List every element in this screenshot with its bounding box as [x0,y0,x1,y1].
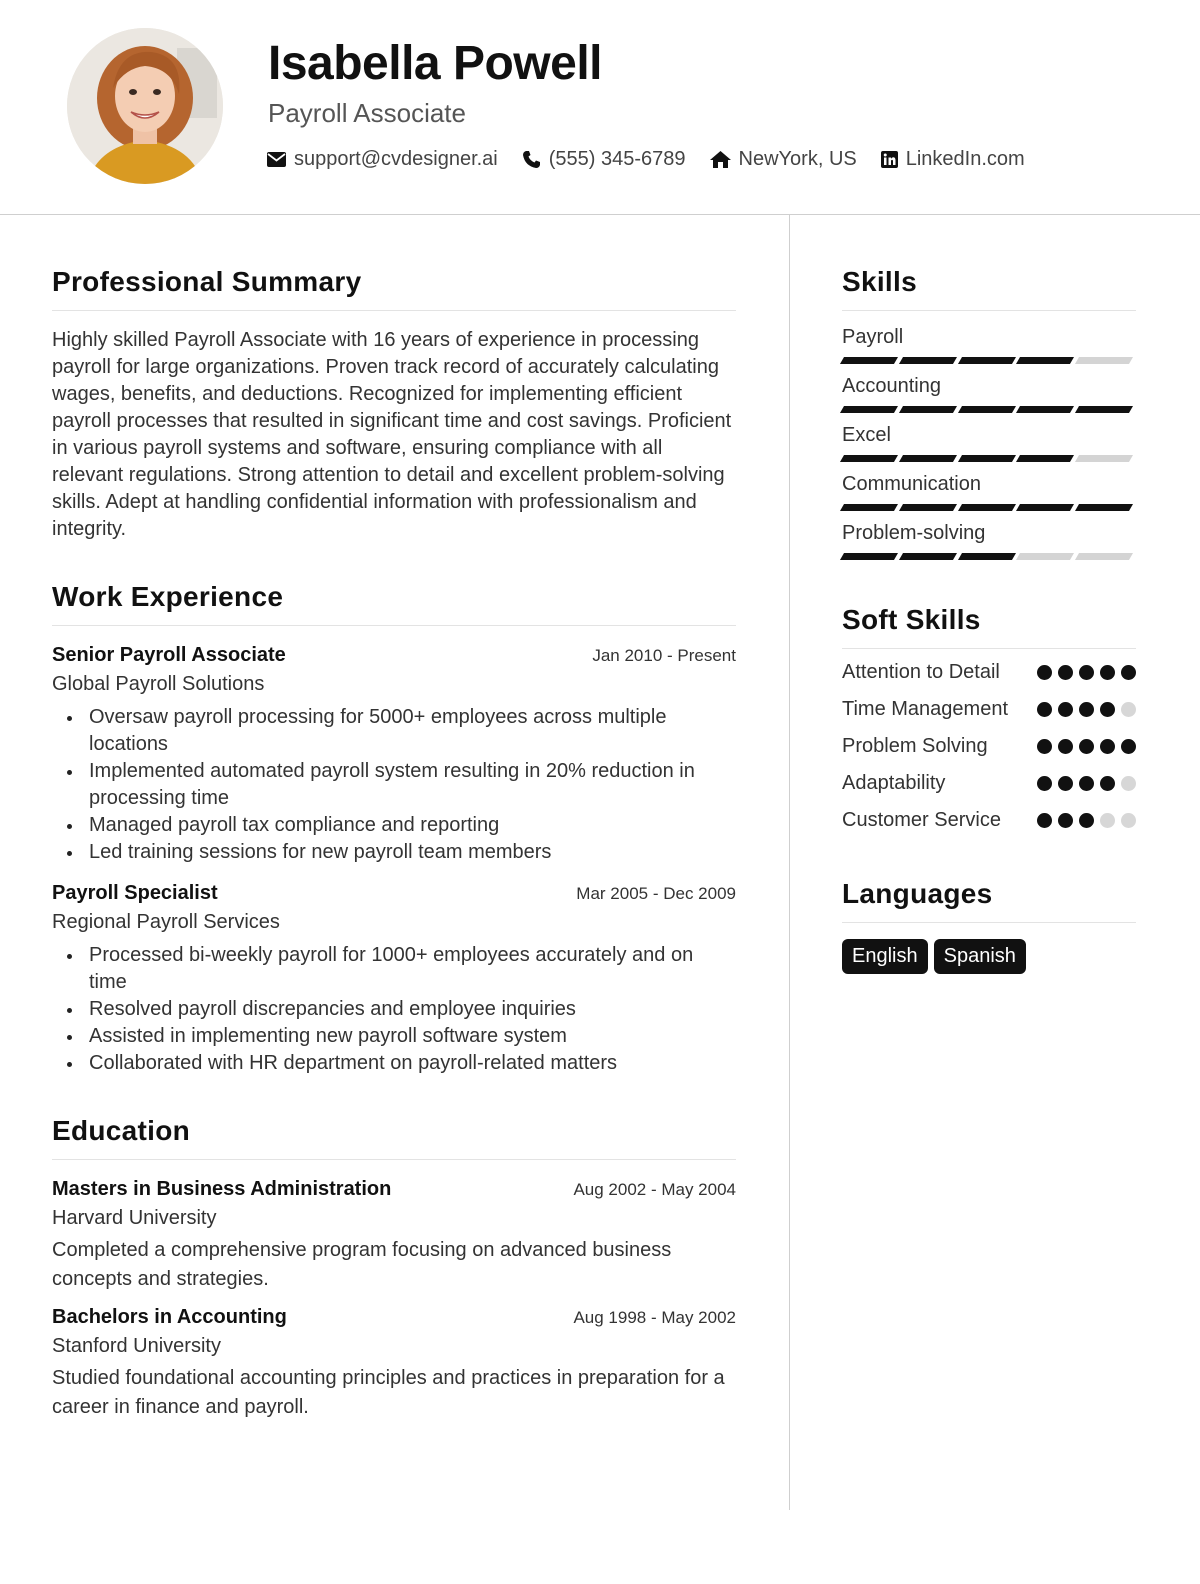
skill-item [842,519,1136,562]
job-entry [52,882,736,1077]
rating-dot [1100,739,1115,754]
home-icon [710,151,731,168]
job-bullet: Assisted in implementing new payroll software system [52,1023,736,1050]
profile-photo [67,28,223,184]
language-badge: Spanish [934,939,1026,974]
skill-item [842,470,1136,513]
rating-dot [1058,665,1073,680]
skill-level-segment [840,553,898,560]
rating-dot [1037,813,1052,828]
rating-dot [1079,813,1094,828]
main-column [52,266,736,1422]
section-rule [52,625,736,626]
contact-phone-text: (555) 345-6789 [548,148,686,170]
job-bullet: Led training sessions for new payroll team members [52,839,736,866]
summary-text: Highly skilled Payroll Associate with 16 years of experience in processing payroll for large organizations. Proven track record of accurately calculating wages, benefits, and deductions. Recognized for implementing efficient payroll processes that resulted in significant time and cost savings. Proficient in various payroll systems and software, ensuring compliance with all relevant regulations. Strong attention to detail and excellent problem-solving skills. Adept at handling confidential information with professionalism and integrity. [52,329,732,540]
linkedin-icon [881,151,898,168]
skill-level-segment [840,455,898,462]
job-bullet: Oversaw payroll processing for 5000+ employees across multiple locations [52,704,736,758]
education-entry [52,1306,736,1422]
soft-skill-item [842,733,1136,760]
skill-level-bar [842,553,1136,562]
rating-dot [1100,813,1115,828]
education-date: Aug 2002 - May 2004 [573,1180,736,1199]
rating-dot [1079,739,1094,754]
skill-level-segment [899,406,957,413]
rating-dot [1037,776,1052,791]
candidate-name: Isabella Powell [268,37,602,90]
soft-skill-rating [1031,739,1136,754]
soft-skill-name: Problem Solving [842,735,988,757]
skill-level-segment [958,357,1016,364]
skill-level-segment [1016,553,1074,560]
education-date: Aug 1998 - May 2002 [573,1308,736,1327]
sidebar-column [842,266,1136,974]
skill-level-segment [899,357,957,364]
skill-name: Communication [842,473,981,495]
skill-item [842,421,1136,464]
rating-dot [1037,739,1052,754]
soft-skill-item [842,770,1136,797]
contact-email[interactable] [267,148,498,171]
rating-dot [1121,702,1136,717]
contact-phone[interactable] [522,148,686,171]
education-entry [52,1178,736,1294]
rating-dot [1037,702,1052,717]
job-role: Payroll Specialist [52,882,218,904]
job-company: Regional Payroll Services [52,911,280,933]
skill-name: Problem-solving [842,522,986,544]
job-bullet: Collaborated with HR department on payroll-related matters [52,1050,736,1077]
rating-dot [1100,702,1115,717]
column-divider [789,215,790,1510]
skill-level-segment [1075,455,1133,462]
education-heading: Education [52,1115,191,1146]
section-rule [842,310,1136,311]
soft-skill-item [842,807,1136,834]
job-bullet: Processed bi-weekly payroll for 1000+ employees accurately and on time [52,942,736,996]
job-role: Senior Payroll Associate [52,644,286,666]
resume-header [0,0,1200,215]
job-entry [52,644,736,866]
soft-skill-name: Customer Service [842,809,1001,831]
skill-level-segment [1075,406,1133,413]
skill-level-segment [958,553,1016,560]
rating-dot [1058,702,1073,717]
candidate-title: Payroll Associate [268,98,466,128]
contact-linkedin[interactable] [881,148,1025,171]
soft-skills-heading: Soft Skills [842,604,981,635]
job-bullet: Resolved payroll discrepancies and employee inquiries [52,996,736,1023]
job-date: Mar 2005 - Dec 2009 [576,884,736,903]
skill-level-segment [899,553,957,560]
degree-name: Masters in Business Administration [52,1178,392,1200]
rating-dot [1058,813,1073,828]
rating-dot [1079,702,1094,717]
skill-name: Accounting [842,375,941,397]
skill-level-segment [840,357,898,364]
education-description: Completed a comprehensive program focusing on advanced business concepts and strategies. [52,1239,672,1290]
soft-skill-rating [1031,702,1136,717]
skill-level-segment [1016,455,1074,462]
soft-skill-name: Adaptability [842,772,946,794]
job-bullets [52,942,736,1077]
rating-dot [1100,776,1115,791]
section-rule [842,922,1136,923]
rating-dot [1121,739,1136,754]
rating-dot [1058,776,1073,791]
education-description: Studied foundational accounting principles and practices in preparation for a career in finance and payroll. [52,1367,725,1418]
skill-level-segment [840,406,898,413]
skill-level-segment [1075,553,1133,560]
skill-item [842,323,1136,366]
soft-skill-item [842,696,1136,723]
skill-level-segment [958,455,1016,462]
contact-location [710,148,857,171]
rating-dot [1121,813,1136,828]
soft-skill-rating [1031,776,1136,791]
language-badge: English [842,939,928,974]
skill-level-segment [899,455,957,462]
section-rule [842,648,1136,649]
school-name: Stanford University [52,1335,221,1357]
experience-section [52,581,736,1077]
skill-level-segment [840,504,898,511]
skill-level-segment [899,504,957,511]
skill-level-bar [842,455,1136,464]
job-bullets [52,704,736,866]
summary-section [52,266,736,543]
skill-level-bar [842,504,1136,513]
skill-level-bar [842,406,1136,415]
rating-dot [1100,665,1115,680]
skill-level-segment [1016,504,1074,511]
job-bullet: Managed payroll tax compliance and reporting [52,812,736,839]
skills-heading: Skills [842,266,917,297]
experience-heading: Work Experience [52,581,284,612]
skill-item [842,372,1136,415]
skill-level-segment [958,406,1016,413]
rating-dot [1058,739,1073,754]
contact-row [267,148,1049,171]
rating-dot [1079,665,1094,680]
soft-skills-section [842,604,1136,834]
rating-dot [1037,665,1052,680]
soft-skill-name: Attention to Detail [842,661,1000,683]
skill-level-segment [1075,504,1133,511]
rating-dot [1121,776,1136,791]
soft-skill-name: Time Management [842,698,1008,720]
section-rule [52,1159,736,1160]
job-company: Global Payroll Solutions [52,673,265,695]
contact-location-text: NewYork, US [738,148,857,170]
rating-dot [1079,776,1094,791]
soft-skill-rating [1031,665,1136,680]
skill-level-segment [958,504,1016,511]
contact-linkedin-text: LinkedIn.com [905,148,1025,170]
skill-name: Excel [842,424,891,446]
soft-skill-rating [1031,813,1136,828]
soft-skill-item [842,659,1136,686]
languages-section [842,878,1136,974]
phone-icon [522,150,541,169]
languages-heading: Languages [842,878,993,909]
contact-email-text: support@cvdesigner.ai [294,148,498,170]
skill-name: Payroll [842,326,904,348]
rating-dot [1121,665,1136,680]
education-section [52,1115,736,1422]
degree-name: Bachelors in Accounting [52,1306,287,1328]
skills-section [842,266,1136,562]
section-rule [52,310,736,311]
skill-level-segment [1016,357,1074,364]
school-name: Harvard University [52,1207,217,1229]
job-bullet: Implemented automated payroll system resulting in 20% reduction in processing time [52,758,736,812]
job-date: Jan 2010 - Present [592,646,736,665]
skill-level-segment [1016,406,1074,413]
envelope-icon [267,152,286,167]
skill-level-bar [842,357,1136,366]
skill-level-segment [1075,357,1133,364]
summary-heading: Professional Summary [52,266,362,297]
